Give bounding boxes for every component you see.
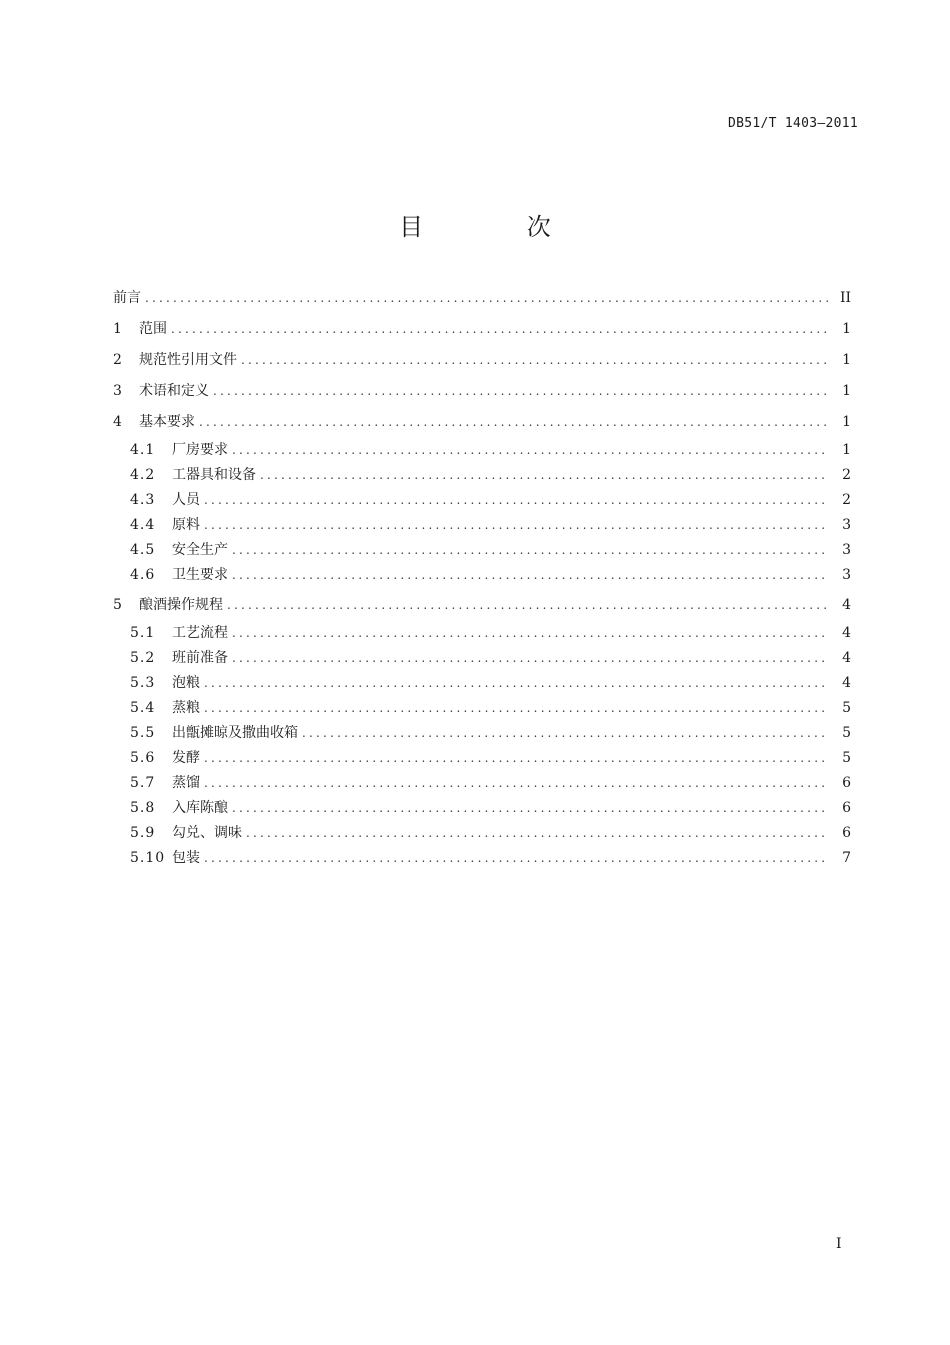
toc-entry-label: 包装 (172, 850, 200, 866)
toc-entry[interactable] (113, 847, 851, 872)
toc-entry-page: 4 (842, 675, 851, 691)
toc-leader-dots (246, 822, 829, 844)
page-title: 目 次 (399, 213, 599, 241)
toc-entry-number: 5.5 (130, 725, 156, 741)
toc-leader-dots (232, 539, 829, 561)
toc-leader-dots (204, 672, 829, 694)
toc-entry-number: 4.1 (130, 442, 156, 458)
toc-entry-label: 范围 (139, 321, 167, 337)
toc-entry[interactable] (113, 647, 851, 672)
toc-entry-number: 5 (113, 597, 123, 613)
toc-entry-label: 术语和定义 (139, 383, 209, 399)
toc-entry-number: 4.6 (130, 567, 156, 583)
toc-leader-dots (204, 847, 829, 869)
toc-entry[interactable] (113, 622, 851, 647)
toc-entry[interactable] (113, 822, 851, 847)
toc-entry-page: 3 (842, 542, 851, 558)
toc-entry-number: 3 (113, 383, 123, 399)
toc-leader-dots (204, 747, 829, 769)
toc-entry-number: 5.8 (130, 800, 156, 816)
toc-entry-page: 4 (842, 650, 851, 666)
toc-leader-dots (232, 647, 829, 669)
toc-entry-label: 勾兑、调味 (172, 825, 242, 841)
toc-leader-dots (232, 797, 829, 819)
toc-leader-dots (232, 439, 829, 461)
toc-entry-page: 6 (842, 775, 851, 791)
toc-entry-label: 原料 (172, 517, 200, 533)
toc-entry-label: 工艺流程 (172, 625, 228, 641)
toc-entry[interactable] (113, 379, 851, 410)
toc-entry-page: 2 (842, 467, 851, 483)
toc-entry[interactable] (113, 514, 851, 539)
toc-entry-number: 5.1 (130, 625, 156, 641)
toc-entry[interactable] (113, 439, 851, 464)
table-of-contents (113, 286, 851, 872)
toc-entry[interactable] (113, 489, 851, 514)
toc-leader-dots (302, 722, 829, 744)
toc-entry-label: 人员 (172, 492, 200, 508)
document-code: DB51/T 1403—2011 (727, 116, 858, 131)
toc-entry[interactable] (113, 410, 851, 441)
toc-entry-number: 4 (113, 414, 123, 430)
toc-entry-page: 4 (842, 597, 851, 613)
toc-entry[interactable] (113, 772, 851, 797)
toc-entry-number: 5.4 (130, 700, 156, 716)
toc-leader-dots (227, 593, 829, 617)
toc-entry-number: 5.7 (130, 775, 156, 791)
toc-entry-page: 1 (842, 383, 851, 399)
toc-entry[interactable] (113, 797, 851, 822)
toc-leader-dots (204, 772, 829, 794)
toc-entry-number: 5.2 (130, 650, 156, 666)
toc-leader-dots (232, 564, 829, 586)
toc-entry-label: 基本要求 (139, 414, 195, 430)
toc-entry-page: 6 (842, 825, 851, 841)
toc-leader-dots (204, 514, 829, 536)
toc-entry-label: 安全生产 (172, 542, 228, 558)
toc-entry[interactable] (113, 564, 851, 589)
toc-entry[interactable] (113, 722, 851, 747)
toc-entry-page: 4 (842, 625, 851, 641)
toc-entry-label: 工器具和设备 (172, 467, 256, 483)
toc-entry-label: 卫生要求 (172, 567, 228, 583)
toc-entry[interactable] (113, 747, 851, 772)
toc-entry-label: 前言 (113, 290, 141, 306)
toc-entry-label: 蒸馏 (172, 775, 200, 791)
toc-entry[interactable] (113, 539, 851, 564)
toc-leader-dots (213, 379, 829, 403)
toc-entry-label: 入库陈酿 (172, 800, 228, 816)
toc-entry-number: 5.10 (130, 850, 166, 866)
toc-entry-label: 厂房要求 (172, 442, 228, 458)
toc-entry-label: 规范性引用文件 (139, 352, 237, 368)
toc-entry-page: 1 (842, 414, 851, 430)
toc-entry-number: 2 (113, 352, 123, 368)
toc-leader-dots (145, 286, 829, 310)
toc-entry[interactable] (113, 672, 851, 697)
page-number: I (836, 1236, 842, 1252)
toc-leader-dots (199, 410, 829, 434)
toc-entry-number: 1 (113, 321, 123, 337)
toc-entry[interactable] (113, 593, 851, 624)
toc-entry-label: 班前准备 (172, 650, 228, 666)
toc-entry-number: 5.3 (130, 675, 156, 691)
toc-entry[interactable] (113, 697, 851, 722)
toc-leader-dots (260, 464, 829, 486)
toc-entry-page: 3 (842, 517, 851, 533)
toc-entry-label: 泡粮 (172, 675, 200, 691)
toc-entry-page: 2 (842, 492, 851, 508)
toc-entry-page: 5 (842, 750, 851, 766)
toc-leader-dots (232, 622, 829, 644)
toc-entry-label: 酿酒操作规程 (139, 597, 223, 613)
toc-entry-number: 4.5 (130, 542, 156, 558)
toc-entry-number: 4.3 (130, 492, 156, 508)
toc-entry-label: 发酵 (172, 750, 200, 766)
toc-entry-number: 4.4 (130, 517, 156, 533)
toc-leader-dots (204, 697, 829, 719)
toc-entry-page: 5 (842, 700, 851, 716)
toc-entry-page: 3 (842, 567, 851, 583)
toc-entry-label: 出甑摊晾及撒曲收箱 (172, 725, 298, 741)
toc-leader-dots (204, 489, 829, 511)
toc-entry-page: 1 (842, 321, 851, 337)
toc-entry-number: 5.9 (130, 825, 156, 841)
toc-entry-page: 1 (842, 352, 851, 368)
toc-entry[interactable] (113, 286, 851, 317)
toc-leader-dots (241, 348, 829, 372)
toc-entry[interactable] (113, 348, 851, 379)
toc-entry-page: 5 (842, 725, 851, 741)
toc-entry-page: 7 (842, 850, 851, 866)
toc-entry-number: 4.2 (130, 467, 156, 483)
toc-entry-label: 蒸粮 (172, 700, 200, 716)
toc-entry-page: II (839, 290, 851, 306)
toc-leader-dots (171, 317, 829, 341)
toc-entry-page: 1 (842, 442, 851, 458)
toc-entry[interactable] (113, 464, 851, 489)
toc-entry-page: 6 (842, 800, 851, 816)
toc-entry[interactable] (113, 317, 851, 348)
toc-entry-number: 5.6 (130, 750, 156, 766)
